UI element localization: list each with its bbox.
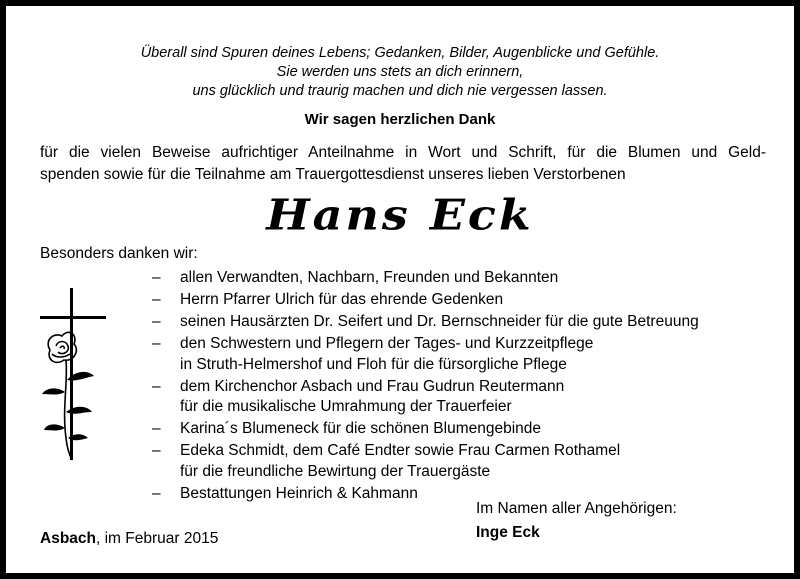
cross-with-rose-icon [32, 288, 112, 468]
list-item-text: Bestattungen Heinrich & Kahmann [180, 484, 418, 502]
list-item [152, 334, 772, 375]
list-item-text: Edeka Schmidt, dem Café Endter sowie Frau Carmen Rothamel [180, 442, 621, 459]
dash: – [152, 484, 161, 502]
dash: – [152, 313, 161, 330]
dash: – [152, 269, 161, 286]
special-thanks-label: Besonders danken wir: [40, 245, 198, 262]
list-item-text: seinen Hausärzten Dr. Seifert und Dr. Bernschneider für die gute Betreuung [180, 313, 699, 330]
poem-line: Sie werden uns stets an dich erinnern, [276, 64, 524, 80]
intro-line: für die vielen Beweise aufrichtiger Anteilnahme in Wort und Schrift, für die Blumen und Geld- [40, 144, 766, 161]
list-item-text: allen Verwandten, Nachbarn, Freunden und Bekannten [180, 269, 559, 286]
dash: – [152, 442, 161, 459]
thanks-heading: Wir sagen herzlichen Dank [304, 111, 496, 128]
list-item-text: für die freundliche Bewirtung der Trauergäste [180, 462, 491, 480]
deceased-name: Hans Eck [266, 190, 534, 240]
intro-line: spenden sowie für die Teilnahme am Trauergottesdienst unseres lieben Verstorbenen [40, 166, 626, 183]
place: Asbach [40, 530, 96, 547]
dash: – [152, 377, 161, 395]
dash: – [152, 420, 161, 437]
list-item-text: Karina´s Blumeneck für die schönen Blumengebinde [180, 420, 542, 437]
place-and-date [40, 530, 218, 548]
dash: – [152, 335, 161, 352]
thanks-list [152, 268, 772, 506]
list-item [152, 377, 772, 418]
list-item [152, 268, 772, 289]
closing-line: Im Namen aller Angehörigen: [476, 500, 677, 517]
list-item-text: den Schwestern und Pflegern der Tages- und Kurzzeitpflege [180, 335, 594, 352]
list-item-text: dem Kirchenchor Asbach und Frau Gudrun Reutermann [180, 377, 565, 395]
list-item [152, 419, 772, 440]
list-item [152, 290, 772, 311]
intro-paragraph [40, 142, 766, 186]
list-item [152, 441, 772, 482]
signature: Inge Eck [476, 524, 540, 541]
list-item-text: Herrn Pfarrer Ulrich für das ehrende Gedenken [180, 291, 504, 308]
list-item [152, 484, 772, 505]
date-text: , im Februar 2015 [96, 530, 219, 547]
dash: – [152, 291, 161, 308]
poem-line: Überall sind Spuren deines Lebens; Gedanken, Bilder, Augenblicke und Gefühle. [140, 45, 660, 61]
poem-line: uns glücklich und traurig machen und dich nie vergessen lassen. [192, 83, 608, 99]
list-item-text: in Struth-Helmershof und Floh für die fürsorgliche Pflege [180, 355, 567, 373]
list-item [152, 312, 772, 333]
memorial-poem [6, 44, 794, 101]
closing-block [476, 497, 677, 545]
list-item-text: für die musikalische Umrahmung der Trauerfeier [180, 398, 512, 415]
